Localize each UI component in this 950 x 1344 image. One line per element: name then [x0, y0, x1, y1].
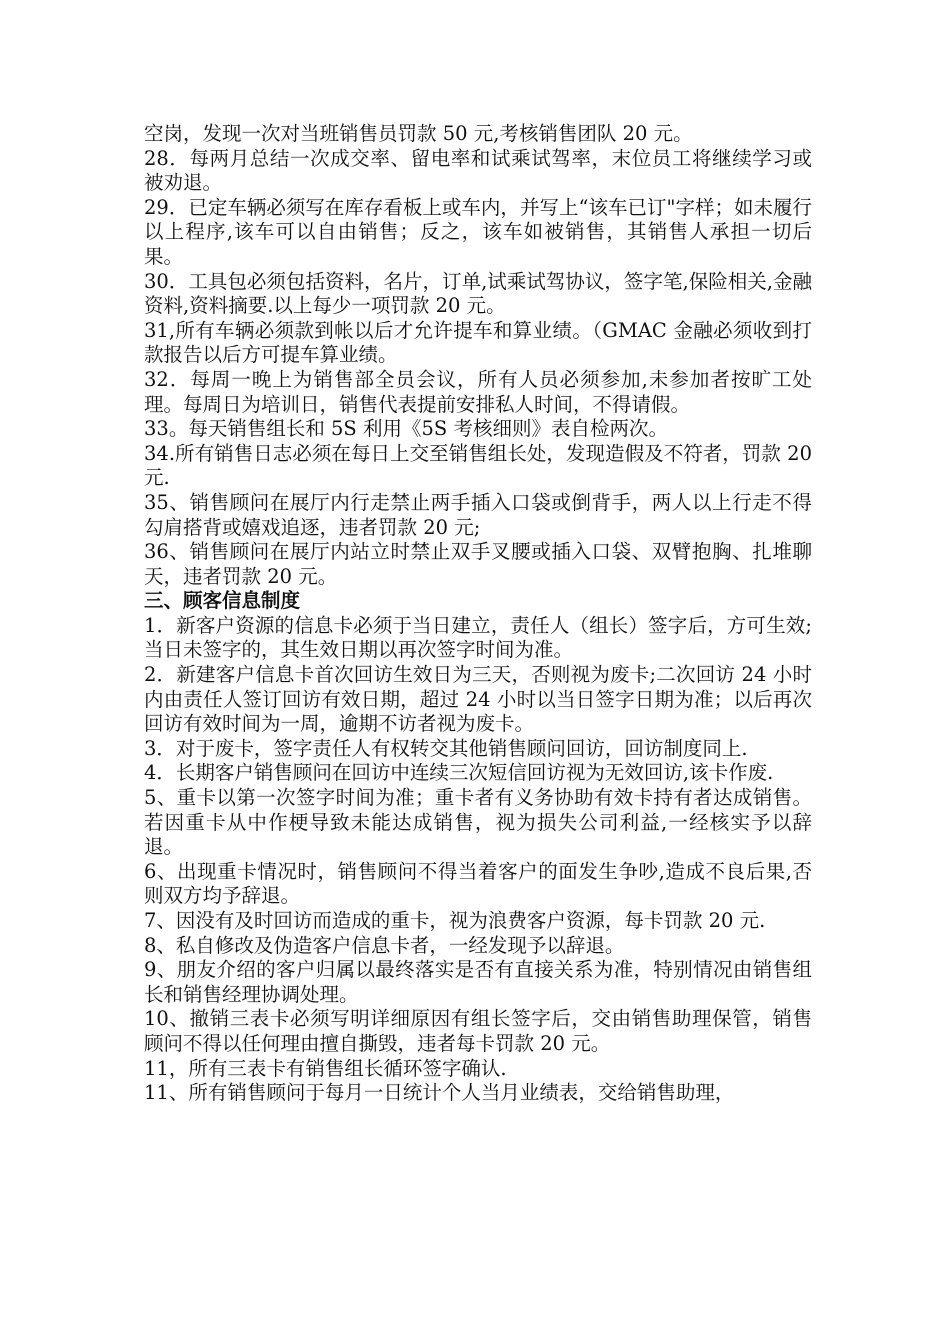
rule-paragraph: 28．每两月总结一次成交率、留电率和试乘试驾率，末位员工将继续学习或被劝退。 — [144, 146, 812, 195]
rule-paragraph: 4．长期客户销售顾问在回访中连续三次短信回访视为无效回访,该卡作废. — [144, 761, 774, 785]
rule-paragraph: 34.所有销售日志必须在每日上交至销售组长处，发现造假及不符者，罚款 20 元. — [144, 441, 812, 490]
rule-paragraph: 35、销售顾问在展厅内行走禁止两手插入口袋或倒背手，两人以上行走不得勾肩搭背或嬉戏追逐，违者罚款 20 元; — [144, 490, 812, 539]
rule-paragraph: 7、因没有及时回访而造成的重卡，视为浪费客户资源，每卡罚款 20 元. — [144, 909, 766, 932]
rule-paragraph: 36、销售顾问在展厅内站立时禁止双手叉腰或插入口袋、双臂抱胸、扎堆聊天，违者罚款 20 元。 — [144, 540, 812, 588]
rule-paragraph: 5、重卡以第一次签字时间为准；重卡者有义务协助有效卡持有者达成销售。若因重卡从中作梗导致未能达成销售，视为损失公司利益,一经核实予以辞退。 — [144, 786, 812, 859]
rule-paragraph: 32．每周一晚上为销售部全员会议，所有人员必须参加,未参加者按旷工处理。每周日为培训日，销售代表提前安排私人时间，不得请假。 — [144, 367, 812, 416]
rule-paragraph: 33。每天销售组长和 5S 利用《5S 考核细则》表自检两次。 — [144, 417, 668, 441]
rule-paragraph: 11、所有销售顾问于每月一日统计个人当月业绩表，交给销售助理， — [144, 1081, 735, 1105]
rule-paragraph: 8、私自修改及伪造客户信息卡者，一经发现予以辞退。 — [144, 933, 625, 957]
rule-paragraph: 6、出现重卡情况时，销售顾问不得当着客户的面发生争吵,造成不良后果,否则双方均予辞退。 — [144, 859, 812, 908]
rule-paragraph: 3．对于废卡，签字责任人有权转交其他销售顾问回访，回访制度同上. — [144, 736, 748, 760]
rule-paragraph: 29．已定车辆必须写在库存看板上或车内，并写上“该车已订"字样；如未履行以上程序,该车可以自由销售；反之，该车如被销售，其销售人承担一切后果。 — [144, 195, 812, 268]
rule-paragraph: 空岗，发现一次对当班销售员罚款 50 元,考核销售团队 20 元。 — [144, 122, 693, 145]
section-heading: 三、顾客信息制度 — [144, 589, 301, 613]
rule-paragraph: 31,所有车辆必须款到帐以后才允许提车和算业绩。（GMAC 金融必须收到打款报告以后方可提车算业绩。 — [144, 318, 812, 367]
rule-paragraph: 2．新建客户信息卡首次回访生效日为三天，否则视为废卡;二次回访 24 小时内由责任人签订回访有效日期，超过 24 小时以当日签字日期为准；以后再次回访有效时间为一周，逾期不访者视为废卡。 — [144, 663, 812, 736]
rule-paragraph: 10、撤销三表卡必须写明详细原因有组长签字后，交由销售助理保管，销售顾问不得以任何理由擅自撕毁，违者每卡罚款 20 元。 — [144, 1007, 812, 1055]
document-page — [144, 122, 812, 1106]
rule-paragraph: 30．工具包必须包括资料，名片，订单,试乘试驾协议，签字笔,保险相关,金融资料,资料摘要.以上每少一项罚款 20 元。 — [144, 269, 812, 318]
rule-paragraph: 11，所有三表卡有销售组长循环签字确认. — [144, 1056, 507, 1080]
rule-paragraph: 9、朋友介绍的客户归属以最终落实是否有直接关系为准，特别情况由销售组长和销售经理协调处理。 — [144, 958, 812, 1006]
rule-paragraph: 1．新客户资源的信息卡必须于当日建立，责任人（组长）签字后，方可生效;当日未签字的，其生效日期以再次签字时间为准。 — [144, 613, 812, 662]
